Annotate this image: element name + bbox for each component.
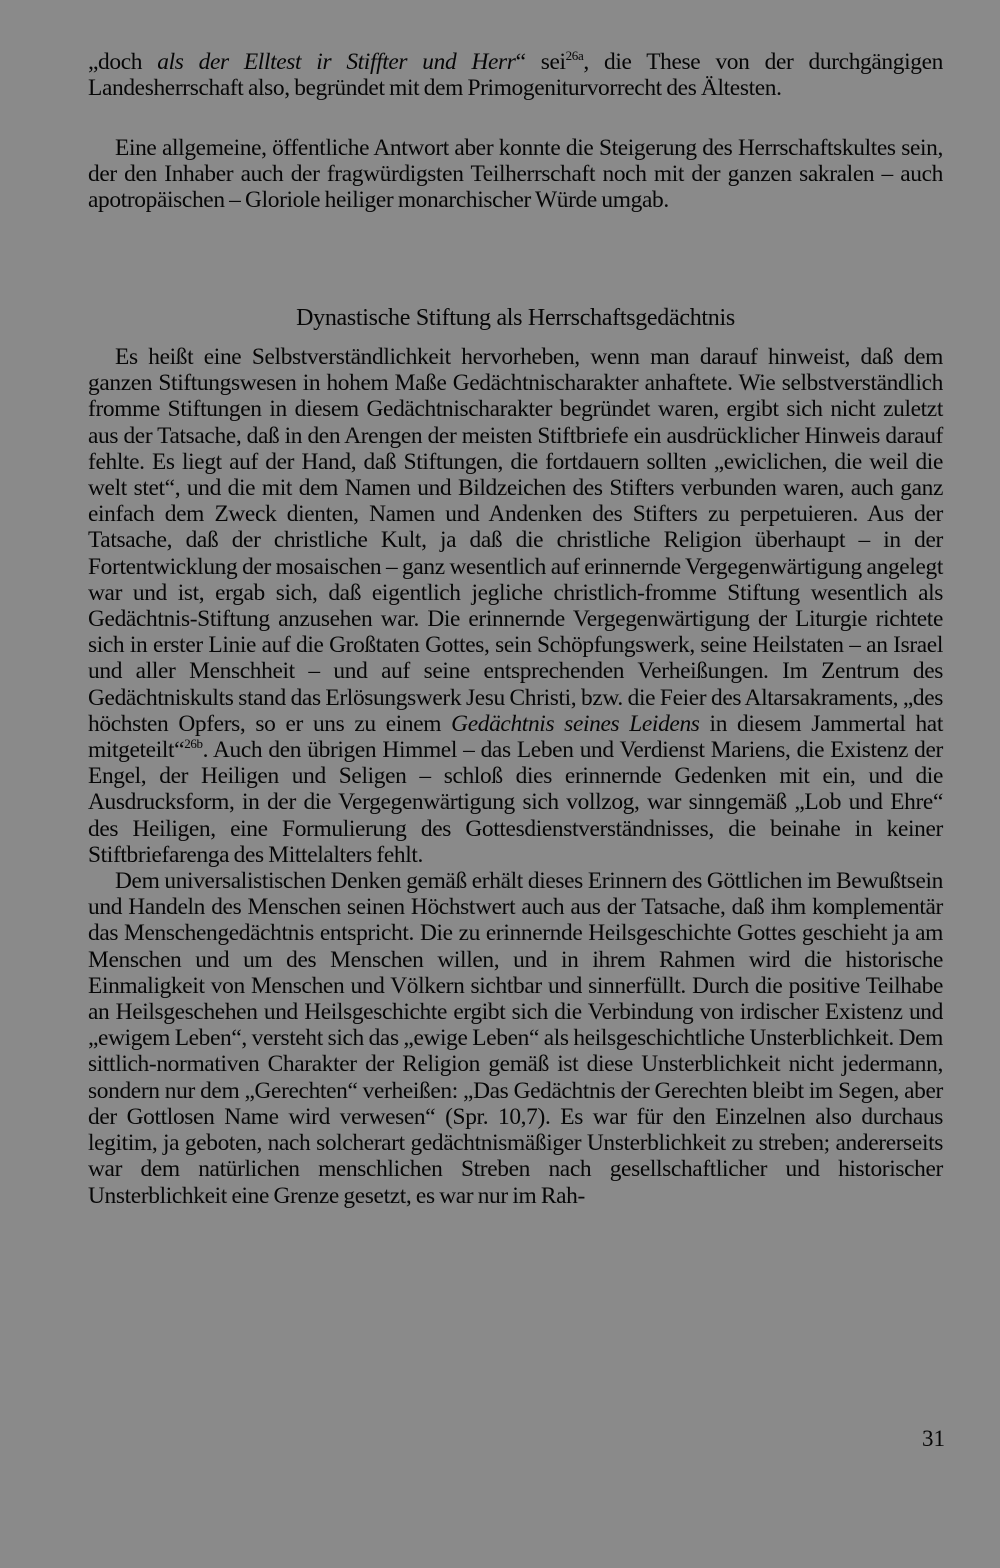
footnote-ref: 26b [184,736,203,752]
footnote-ref: 26a [565,48,584,63]
italic-quote: als der Elltest ir Stiffter und Herr [157,49,516,75]
paragraph-memorial-character: Es heißt eine Selbstverständlichkeit hervorheben, wenn man darauf hinweist, daß dem ganzen Stiftungswesen in hohem Maße Gedächtnischarakter anhaftete. Wie selbstverständlich fromme Stiftungen in diesem Gedächtnischarakter begründet waren, ergibt sich nicht zuletzt aus der Tatsache, daß in den Arengen der meisten Stiftbriefe ein ausdrücklicher Hinweis darauf fehlte. Es liegt auf der Hand, daß Stiftungen, die fortdauern sollten „ewiclichen, die weil die welt stet“, und die mit dem Namen und Bildzeichen des Stifters verbunden waren, auch ganz einfach dem Zweck dienten, Namen und Andenken des Stifters zu perpetuieren. Aus der Tatsache, daß der christliche Kult, ja daß die christliche Religion überhaupt – in der Fortentwicklung der mosaischen – ganz wesentlich auf erinnernde Vergegenwärtigung angelegt war und ist, ergab sich, daß eigentlich jegliche christlich-fromme Stiftung wesentlich als Gedächtnis-Stiftung anzusehen war. Die erinnernde Vergegenwärtigung der Liturgie richtete sich in erster Linie auf die Großtaten Gottes, sein Schöpfungswerk, seine Heilstaten – an Israel und aller Menschheit – und auf seine entsprechenden Verheißungen. Im Zentrum des Gedächtniskults stand das Erlösungswerk Jesu Christi, bzw. die Feier des Altarsakraments, „des höchsten Opfers, so er uns zu einem Gedächtnis seines Leidens in diesem Jammertal hat mitgeteilt“$^{26b}$. Auch den übrigen Himmel – das Leben und Verdienst Mariens, die Existenz der Engel, der Heiligen und Seligen – schloß dies erinnernde Gedenken mit ein, und die Ausdrucksform, in der die Vergegenwärtigung sich vollzog, war sinngemäß „Lob und Ehre“ des Heiligen, eine Formulierung des Gottesdienstverständnisses, die beinahe in keiner Stiftbriefarenga des Mittelalters fehlt. [88,344,943,868]
section-body [88,344,943,1209]
paragraph-universalist-thinking: Dem universalistischen Denken gemäß erhält dieses Erinnern des Göttlichen im Bewußtsein und Handeln des Menschen seinen Höchstwert auch aus der Tatsache, daß ihm komplementär das Menschengedächtnis entspricht. Die zu erinnernde Heilsgeschichte Gottes geschieht ja am Menschen und um des Menschen willen, und in ihrem Rahmen wird die historische Einmaligkeit von Menschen und Völkern sichtbar und sinnerfüllt. Durch die positive Teilhabe an Heilsgeschehen und Heilsgeschichte ergibt sich die Verbindung von irdischer Existenz und „ewigem Leben“, versteht sich das „ewige Leben“ als heilsgeschichtliche Unsterblichkeit. Dem sittlich-normativen Charakter der Religion gemäß ist diese Unsterblichkeit nicht jedermann, sondern nur dem „Gerechten“ verheißen: „Das Gedächtnis der Gerechten bleibt im Segen, aber der Gottlosen Name wird verwesen“ (Spr. 10,7). Es war für den Einzelnen also durchaus legitim, ja geboten, nach solcherart gedächtnismäßiger Unsterblichkeit zu streben; andererseits war dem natürlichen menschlichen Streben nach gesellschaftlicher und historischer Unsterblichkeit eine Grenze gesetzt, es war nur im Rah- [88,868,943,1209]
paragraph-public-answer: Eine allgemeine, öffentliche Antwort aber konnte die Steigerung des Herrschaftskultes sein, der den Inhaber auch der fragwürdigsten Teilherrschaft noch mit der ganzen sakralen – auch apotropäischen – Gloriole heiliger monarchischer Würde umgab. [88,135,943,214]
section-heading: Dynastische Stiftung als Herrschaftsgedächtnis [296,305,735,331]
italic-quote: Gedächtnis seines Leidens [451,710,700,737]
paragraph-continued: „doch als der Elltest ir Stiffter und Herr“ sei$^{26a}$, die These von der durchgängigen Landesherrschaft also, begründet mit dem Primogeniturvorrecht des Ältesten. [88,48,943,102]
page-number: 31 [922,1426,945,1451]
